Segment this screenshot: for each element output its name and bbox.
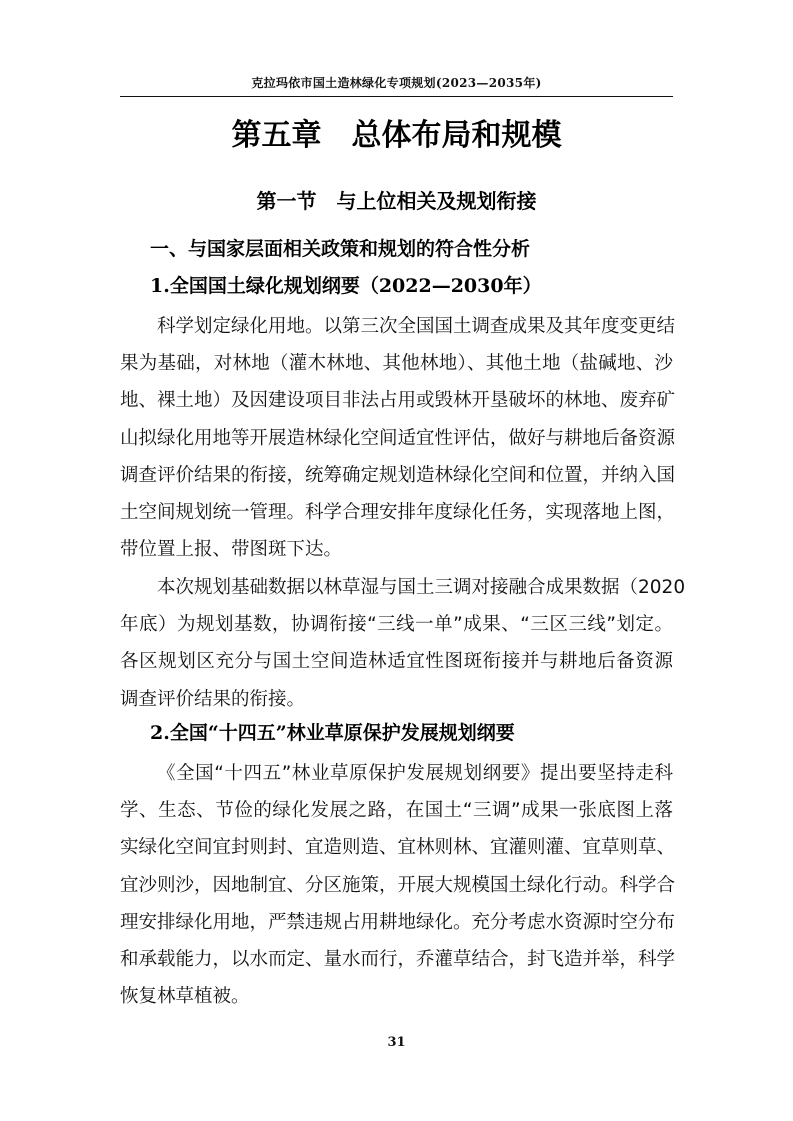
text-line: 理安排绿化用地，严禁违规占用耕地绿化。充分考虑水资源时空分布 bbox=[120, 911, 676, 933]
text-line: 各区规划区充分与国土空间造林适宜性图斑衔接并与耕地后备资源 bbox=[120, 651, 673, 673]
text-line: 《全国“十四五”林业草原保护发展规划纲要》提出要坚持走科 bbox=[157, 763, 673, 784]
text-line: 学、生态、节俭的绿化发展之路，在国土“三调”成果一张底图上落 bbox=[120, 800, 673, 822]
text-line: 调查评价结果的衔接。 bbox=[120, 688, 306, 710]
text-line: 恢复林草植被。 bbox=[120, 986, 250, 1008]
chapter-title: 第五章 总体布局和规模 bbox=[231, 118, 562, 153]
text-line: 带位置上报、带图斑下达。 bbox=[120, 539, 343, 561]
text-line: 地、裸土地）及因建设项目非法占用或毁林开垦破坏的林地、废弃矿 bbox=[120, 390, 676, 412]
text-line: 山拟绿化用地等开展造林绿化空间适宜性评估，做好与耕地后备资源 bbox=[120, 427, 676, 449]
text-line: 年底）为规划基数，协调衔接“三线一单”成果、“三区三线”划定。 bbox=[120, 614, 673, 636]
paragraph-2 bbox=[120, 569, 686, 718]
header-rule bbox=[120, 96, 673, 97]
section-title: 第一节 与上位相关及规划衔接 bbox=[256, 189, 537, 213]
running-header: 克拉玛依市国土造林绿化专项规划(2023—2035年) bbox=[251, 76, 542, 90]
text-line: 土空间规划统一管理。科学合理安排年度绿化任务，实现落地上图， bbox=[120, 502, 676, 524]
text-line: 本次规划基础数据以林草湿与国土三调对接融合成果数据（2020 bbox=[157, 577, 686, 598]
paragraph-3 bbox=[120, 755, 676, 1015]
text-line: 实绿化空间宜封则封、宜造则造、宜林则林、宜灌则灌、宜草则草、 bbox=[120, 837, 676, 859]
subsection-heading: 一、与国家层面相关政策和规划的符合性分析 bbox=[150, 238, 531, 260]
page-number: 31 bbox=[387, 1035, 406, 1050]
paragraph-1 bbox=[120, 308, 676, 568]
text-line: 和承载能力，以水而定、量水而行，乔灌草结合，封飞造并举，科学 bbox=[120, 949, 676, 971]
item-heading-1: 1.全国国土绿化规划纲要（2022—2030年） bbox=[150, 275, 542, 297]
text-line: 调查评价结果的衔接，统筹确定规划造林绿化空间和位置，并纳入国 bbox=[120, 464, 676, 486]
text-line: 宜沙则沙，因地制宜、分区施策，开展大规模国土绿化行动。科学合 bbox=[120, 874, 676, 896]
text-line: 果为基础，对林地（灌木林地、其他林地）、其他土地（盐碱地、沙 bbox=[120, 353, 673, 375]
text-line: 科学划定绿化用地。以第三次全国国土调查成果及其年度变更结 bbox=[157, 316, 676, 337]
item-heading-2: 2.全国“十四五”林业草原保护发展规划纲要 bbox=[150, 722, 515, 744]
